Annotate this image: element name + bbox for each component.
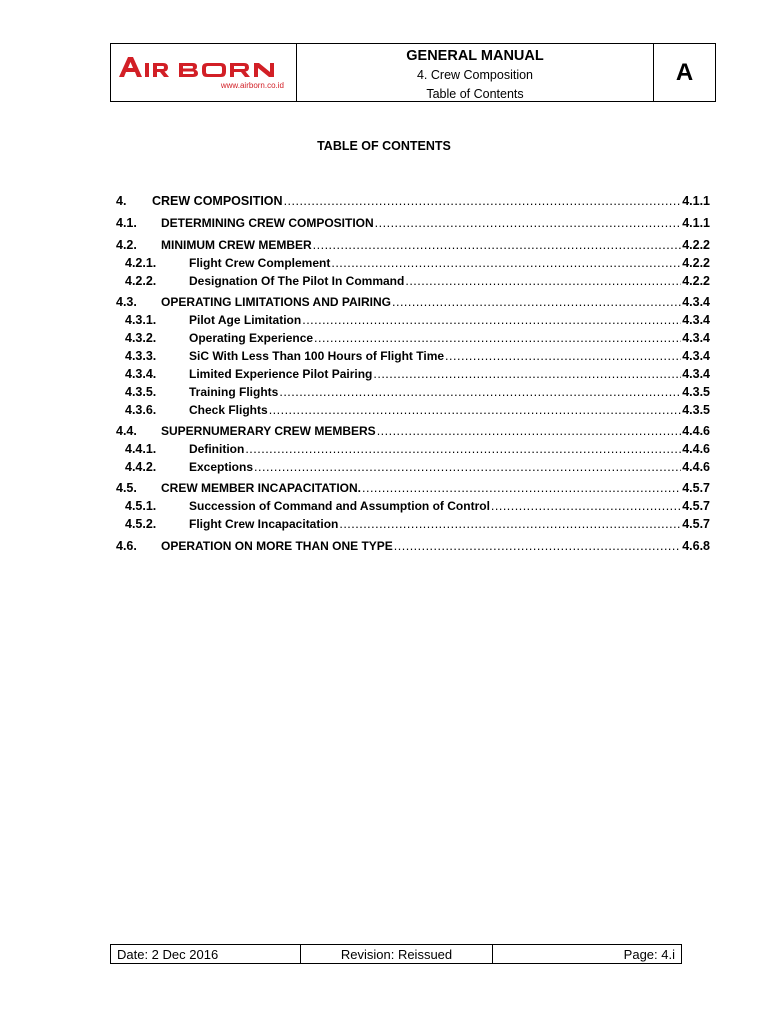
toc-entry-number: 4.4. [116,424,137,438]
toc-entry-number: 4.2.1. [125,256,157,270]
dot-leader [491,498,681,514]
footer-page: Page: 4.i [623,946,675,962]
toc-entry[interactable] [116,382,710,400]
toc-entry[interactable] [116,191,710,209]
header-table [110,43,716,102]
toc-entry[interactable] [116,496,710,514]
toc-entry-label: CREW MEMBER INCAPACITATION. [161,481,361,495]
dot-leader [375,215,682,231]
dot-leader [245,441,681,457]
toc-entry-page: 4.3.4 [682,349,710,363]
toc-entry-number: 4.2. [116,238,137,252]
toc-entry[interactable] [116,536,710,554]
dot-leader [392,294,681,310]
dot-leader [284,193,682,209]
toc-entry[interactable] [116,478,710,496]
toc-entry-number: 4.3.3. [125,349,157,363]
toc-entry-page: 4.5.7 [682,481,710,495]
toc-entry-page: 4.4.6 [682,424,710,438]
toc-entry-label: Operating Experience [189,331,314,345]
toc-entry[interactable] [116,514,710,532]
toc-entry-label: Definition [189,442,245,456]
toc-entry[interactable] [116,421,710,439]
manual-title: GENERAL MANUAL [406,48,544,64]
toc-entry-label: SiC With Less Than 100 Hours of Flight Time [189,349,445,363]
toc-entry-number: 4.5.1. [125,499,157,513]
toc-entry-number: 4.6. [116,539,137,553]
toc-entry-label: Exceptions [189,460,254,474]
company-logo [111,44,297,101]
toc-entry-page: 4.2.2 [682,238,710,252]
logo-url-text: www.airborn.co.id [220,81,284,90]
toc-entry-label: Designation Of The Pilot In Command [189,274,405,288]
toc-entry-number: 4.5.2. [125,517,157,531]
toc-entry-label: DETERMINING CREW COMPOSITION [161,216,374,230]
toc-entry-number: 4.5. [116,481,137,495]
toc-entry-label: MINIMUM CREW MEMBER [161,238,312,252]
toc-entry[interactable] [116,364,710,382]
footer-revision: Revision: Reissued [301,945,493,963]
toc-entry-page: 4.5.7 [682,517,710,531]
toc-entry-page: 4.2.2 [682,274,710,288]
toc-entry-number: 4.3.6. [125,403,157,417]
toc-entry[interactable] [116,346,710,364]
dot-leader [313,237,682,253]
footer-date: Date: 2 Dec 2016 [111,945,301,963]
toc-heading: TABLE OF CONTENTS [317,139,451,153]
toc-entry-page: 4.5.7 [682,499,710,513]
toc-entry[interactable] [116,213,710,231]
toc-entry-page: 4.4.6 [682,460,710,474]
toc-entry[interactable] [116,457,710,475]
toc-entry-page: 4.1.1 [682,194,710,208]
toc-entry[interactable] [116,439,710,457]
chapter-title: 4. Crew Composition [416,68,533,82]
toc-entry-page: 4.3.5 [682,403,710,417]
toc-entry-label: OPERATING LIMITATIONS AND PAIRING [161,295,391,309]
header-title-cell [297,44,654,101]
toc-entry-number: 4.3.5. [125,385,157,399]
toc-entry-label: SUPERNUMERARY CREW MEMBERS [161,424,376,438]
toc-entry[interactable] [116,271,710,289]
dot-leader [405,273,681,289]
toc-entry-label: Check Flights [189,403,268,417]
dot-leader [302,312,681,328]
dot-leader [377,423,682,439]
toc-entry-label: Flight Crew Complement [189,256,331,270]
toc-entry-page: 4.3.4 [682,367,710,381]
toc-entry-label: OPERATION ON MORE THAN ONE TYPE [161,539,393,553]
toc-entry-label: Limited Experience Pilot Pairing [189,367,373,381]
toc-entry-page: 4.3.4 [682,331,710,345]
airborn-logo-icon [117,53,291,81]
dot-leader [445,348,681,364]
toc-entry-label: Training Flights [189,385,279,399]
dot-leader [339,516,681,532]
dot-leader [279,384,681,400]
toc-entry-label: CREW COMPOSITION [152,194,283,208]
toc-entry-page: 4.3.4 [682,295,710,309]
toc-entry-page: 4.3.4 [682,313,710,327]
footer-table [110,944,682,964]
toc-entry-number: 4.3.1. [125,313,157,327]
toc-entry-page: 4.1.1 [682,216,710,230]
dot-leader [394,538,681,554]
toc-entry-number: 4.4.2. [125,460,157,474]
dot-leader [314,330,681,346]
dot-leader [269,402,682,418]
dot-leader [331,255,681,271]
revision-letter: A [675,58,694,86]
toc-entry-page: 4.4.6 [682,442,710,456]
toc-entry-page: 4.3.5 [682,385,710,399]
dot-leader [254,459,681,475]
toc-entry-label: Flight Crew Incapacitation [189,517,339,531]
toc-entry-number: 4.3.2. [125,331,157,345]
dot-leader [362,480,681,496]
toc-entry-page: 4.6.8 [682,539,710,553]
toc-entry[interactable] [116,235,710,253]
toc-entry[interactable] [116,253,710,271]
toc-entry-number: 4.3.4. [125,367,157,381]
toc-entry-number: 4. [116,194,127,208]
toc-entry-number: 4.4.1. [125,442,157,456]
section-title: Table of Contents [426,87,524,101]
toc-entry-page: 4.2.2 [682,256,710,270]
toc-entry[interactable] [116,328,710,346]
toc-entry[interactable] [116,310,710,328]
toc-entry-number: 4.1. [116,216,137,230]
toc-entry-number: 4.3. [116,295,137,309]
toc-entry[interactable] [116,400,710,418]
dot-leader [373,366,681,382]
toc-entry-label: Succession of Command and Assumption of Control [189,499,490,513]
toc-entry[interactable] [116,292,710,310]
toc-entry-number: 4.2.2. [125,274,157,288]
toc-entry-label: Pilot Age Limitation [189,313,302,327]
